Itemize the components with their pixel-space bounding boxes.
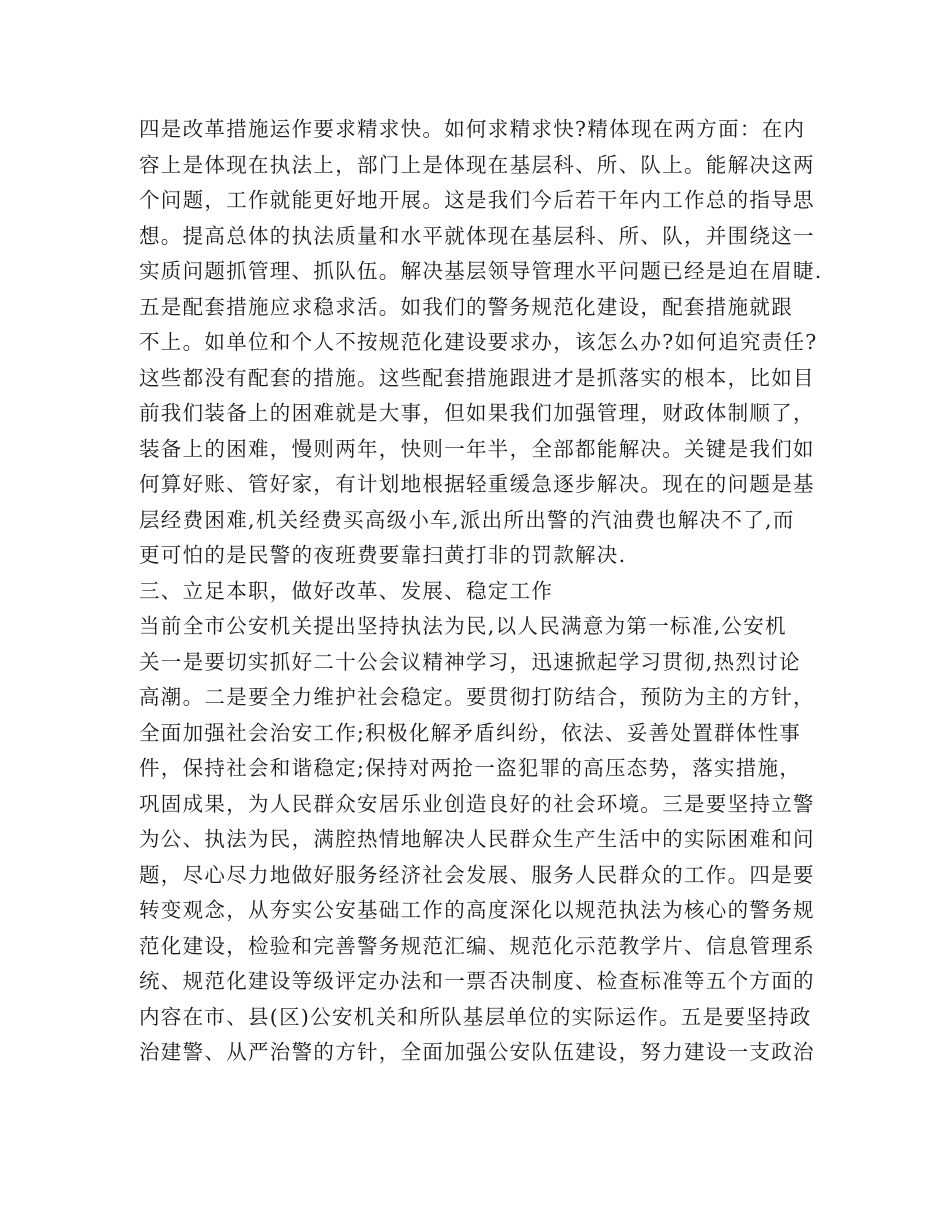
text-line-16: 关一是要切实抓好二十公会议精神学习，迅速掀起学习贯彻,热烈讨论 — [139, 649, 801, 674]
text-line-15: 当前全市公安机关提出坚持执法为民,以人民满意为第一标准,公安机 — [139, 614, 787, 638]
text-line-18: 全面加强社会治安工作;积极化解矛盾纠纷，依法、妥善处置群体性事 — [139, 720, 802, 745]
text-line-21: 为公、执法为民，满腔热情地解决人民群众生产生活中的实际困难和问 — [139, 827, 815, 851]
text-line-26: 内容在市、县(区)公安机关和所队基层单位的实际运作。五是要坚持政 — [139, 1004, 812, 1029]
text-line-23: 转变观念，从夯实公安基础工作的高度深化以规范执法为核心的警务规 — [139, 898, 815, 922]
text-line-5: 实质问题抓管理、抓队伍。解决基层领导管理水平问题已经是迫在眉睫. — [139, 259, 823, 283]
text-line-2: 容上是体现在执法上，部门上是体现在基层科、所、队上。能解决这两 — [139, 152, 815, 177]
text-line-10: 装备上的困难，慢则两年，快则一年半，全部都能解决。关键是我们如 — [139, 436, 815, 461]
text-line-12: 层经费困难,机关经费买高级小车,派出所出警的汽油费也解决不了,而 — [139, 507, 795, 532]
text-line-22: 题，尽心尽力地做好服务经济社会发展、服务人民群众的工作。四是要 — [139, 862, 815, 887]
text-line-25: 统、规范化建设等级评定办法和一票否决制度、检查标准等五个方面的 — [139, 969, 815, 993]
text-line-11: 何算好账、管好家，有计划地根据轻重缓急逐步解决。现在的问题是基 — [139, 472, 815, 496]
text-line-13: 更可怕的是民警的夜班费要靠扫黄打非的罚款解决. — [139, 543, 627, 567]
text-line-3: 个问题，工作就能更好地开展。这是我们今后若干年内工作总的指导思 — [139, 188, 815, 212]
section-heading: 三、立足本职，做好改革、发展、稳定工作 — [139, 578, 554, 603]
text-line-7: 不上。如单位和个人不按规范化建设要求办，该怎么办?如何追究责任? — [139, 330, 818, 354]
text-line-4: 想。提高总体的执法质量和水平就体现在基层科、所、队，并围绕这一 — [139, 223, 815, 248]
text-line-17: 高潮。二是要全力维护社会稳定。要贯彻打防结合，预防为主的方针， — [139, 685, 815, 709]
text-line-24: 范化建设，检验和完善警务规范汇编、规范化示范教学片、信息管理系 — [139, 933, 815, 958]
text-line-20: 巩固成果，为人民群众安居乐业创造良好的社会环境。三是要坚持立警 — [139, 791, 815, 816]
text-line-1: 四是改革措施运作要求精求快。如何求精求快?精体现在两方面：在内 — [139, 117, 806, 141]
text-line-19: 件，保持社会和谐稳定;保持对两抢一盗犯罪的高压态势，落实措施， — [139, 756, 802, 780]
text-line-9: 前我们装备上的困难就是大事，但如果我们加强管理，财政体制顺了， — [139, 401, 815, 425]
text-line-27: 治建警、从严治警的方针，全面加强公安队伍建设，努力建设一支政治 — [139, 1040, 815, 1064]
text-line-8: 这些都没有配套的措施。这些配套措施跟进才是抓落实的根本，比如目 — [139, 365, 815, 390]
text-line-6: 五是配套措施应求稳求活。如我们的警务规范化建设，配套措施就跟 — [139, 294, 793, 319]
document-body — [139, 112, 823, 1071]
